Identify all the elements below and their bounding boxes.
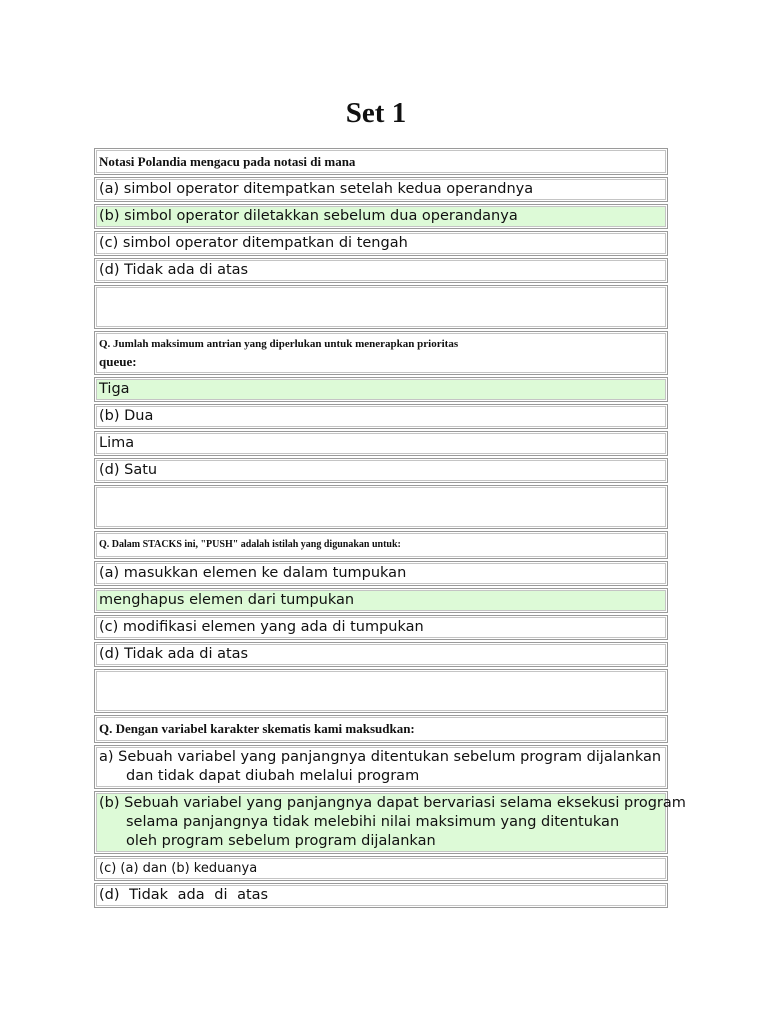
option-2b[interactable] <box>94 404 668 429</box>
option-text: (d) Satu <box>96 460 666 481</box>
option-1d[interactable] <box>94 258 668 283</box>
question-text: Notasi Polandia mengacu pada notasi di mana <box>96 150 666 173</box>
question-3 <box>94 531 668 559</box>
option-text: (c) (a) dan (b) keduanya <box>96 858 666 879</box>
option-text: menghapus elemen dari tumpukan <box>96 590 666 611</box>
option-text: (b) Dua <box>96 406 666 427</box>
option-3c[interactable] <box>94 615 668 640</box>
question-1 <box>94 148 668 175</box>
option-text: Lima <box>96 433 666 454</box>
option-4d[interactable] <box>94 883 668 908</box>
option-text: (d) Tidak ada di atas <box>96 644 666 665</box>
option-2c[interactable] <box>94 431 668 456</box>
question-text: Q. Jumlah maksimum antrian yang diperlukan untuk menerapkan prioritas queue: <box>96 333 666 373</box>
blank-row <box>94 285 668 329</box>
page-title: Set 1 <box>345 97 407 129</box>
option-3b-correct[interactable] <box>94 588 668 613</box>
option-2d[interactable] <box>94 458 668 483</box>
option-3a[interactable] <box>94 561 668 586</box>
option-text: (d) Tidak ada di atas <box>96 885 666 906</box>
option-text: (c) simbol operator ditempatkan di tengah <box>96 233 666 254</box>
blank-row <box>94 669 668 713</box>
option-3d[interactable] <box>94 642 668 667</box>
option-1b-correct[interactable] <box>94 204 668 229</box>
option-text: (a) masukkan elemen ke dalam tumpukan <box>96 563 666 584</box>
question-text: Q. Dalam STACKS ini, "PUSH" adalah istilah yang digunakan untuk: <box>96 533 666 557</box>
blank-row <box>94 485 668 529</box>
option-1a[interactable] <box>94 177 668 202</box>
question-text: Q. Dengan variabel karakter skematis kami maksudkan: <box>96 717 666 741</box>
option-4a[interactable] <box>94 745 668 789</box>
option-text: (b) simbol operator diletakkan sebelum dua operandanya <box>96 206 666 227</box>
option-4c[interactable] <box>94 856 668 881</box>
question-4 <box>94 715 668 743</box>
question-2 <box>94 331 668 375</box>
quiz-table <box>94 148 686 910</box>
option-1c[interactable] <box>94 231 668 256</box>
option-4b-correct[interactable] <box>94 791 686 854</box>
option-text: (b) Sebuah variabel yang panjangnya dapat bervariasi selama eksekusi program selama panjangnya tidak melebihi nilai maksimum yang ditentukan oleh program sebelum program dijalankan <box>96 793 666 852</box>
option-text: (d) Tidak ada di atas <box>96 260 666 281</box>
option-2a-correct[interactable] <box>94 377 668 402</box>
option-text: (a) simbol operator ditempatkan setelah kedua operandnya <box>96 179 666 200</box>
option-text: (c) modifikasi elemen yang ada di tumpukan <box>96 617 666 638</box>
option-text: a) Sebuah variabel yang panjangnya ditentukan sebelum program dijalankan dan tidak dapat diubah melalui program <box>96 747 666 787</box>
option-text: Tiga <box>96 379 666 400</box>
